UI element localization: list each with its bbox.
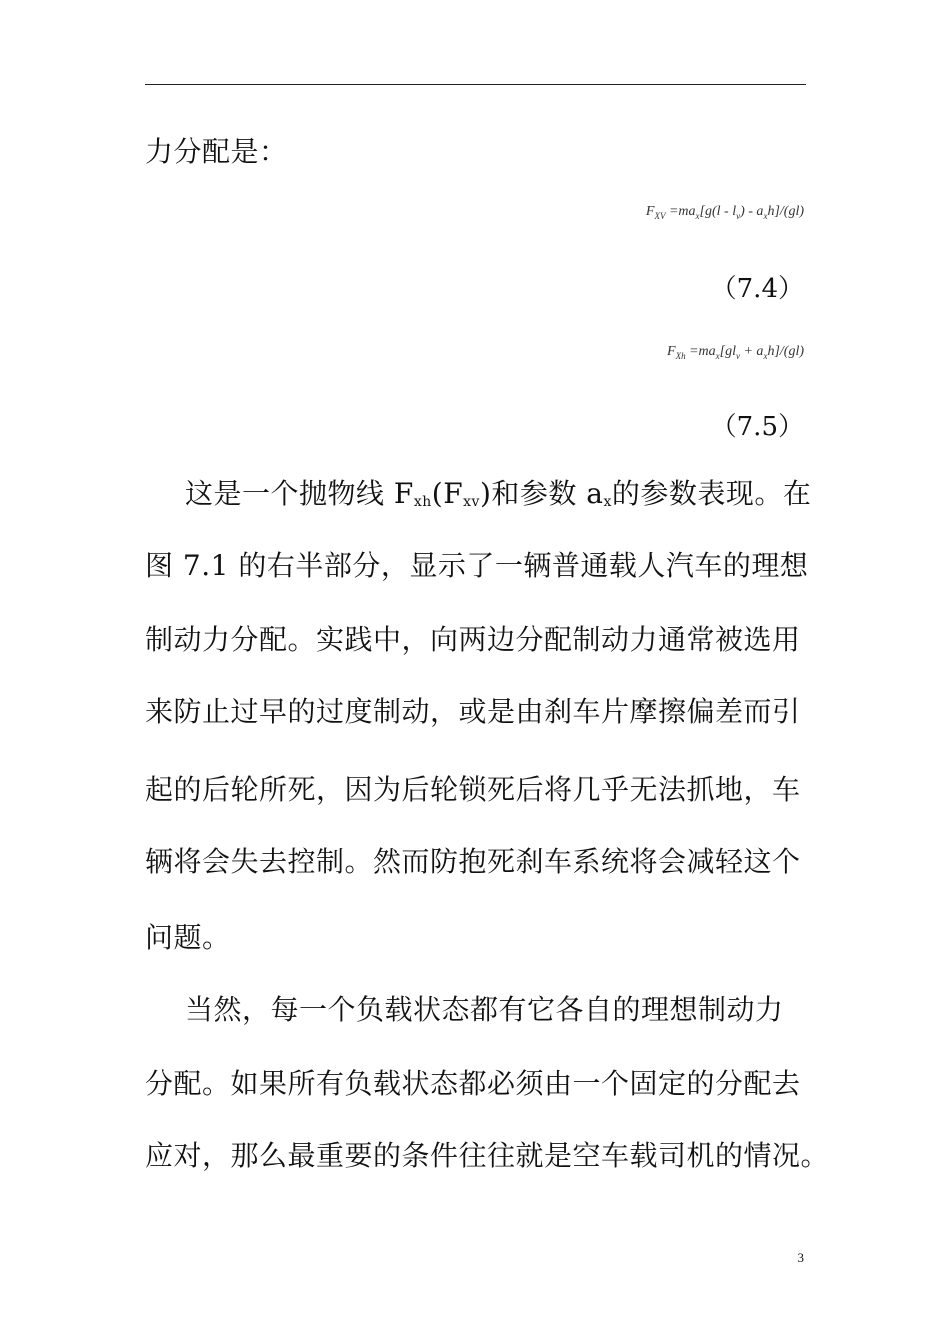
paragraph-2-line-1: 当然，每一个负载状态都有它各自的理想制动力 — [185, 993, 784, 1026]
opening-text: 力分配是： — [145, 135, 288, 168]
paragraph-1-line-1: 这是一个抛物线 $F_{xh}(F_{xv})$和参数 $a_x$的参数表现。在 — [185, 477, 812, 510]
paragraph-2-line-3: 应对，那么最重要的条件往往就是空车载司机的情况。 — [145, 1139, 830, 1172]
equation-number-7-5: （7.5） — [710, 412, 804, 442]
paragraph-1-line-3: 制动力分配。实践中，向两边分配制动力通常被选用 — [145, 623, 801, 656]
page-number: 3 — [797, 1250, 804, 1265]
header-rule — [145, 84, 806, 85]
paragraph-1-line-6: 辆将会失去控制。然而防抱死刹车系统将会减轻这个 — [145, 845, 801, 878]
paragraph-1-line-5: 起的后轮所死，因为后轮锁死后将几乎无法抓地，车 — [145, 773, 801, 806]
paragraph-1-line-7: 问题。 — [145, 921, 231, 954]
equation-number-7-4: （7.4） — [710, 274, 804, 304]
formula-7-4: $F_{XV} =ma_x[g(l - l_v) - a_xh]/(gl)$ — [645, 204, 804, 221]
paragraph-2-line-2: 分配。如果所有负载状态都必须由一个固定的分配去 — [145, 1067, 801, 1100]
paragraph-1-line-2: 图 7.1 的右半部分，显示了一辆普通载人汽车的理想 — [145, 549, 809, 582]
paragraph-1-line-4: 来防止过早的过度制动，或是由刹车片摩擦偏差而引 — [145, 695, 801, 728]
formula-7-5: $F_{Xh} =ma_x[gl_v + a_xh]/(gl)$ — [667, 344, 804, 361]
